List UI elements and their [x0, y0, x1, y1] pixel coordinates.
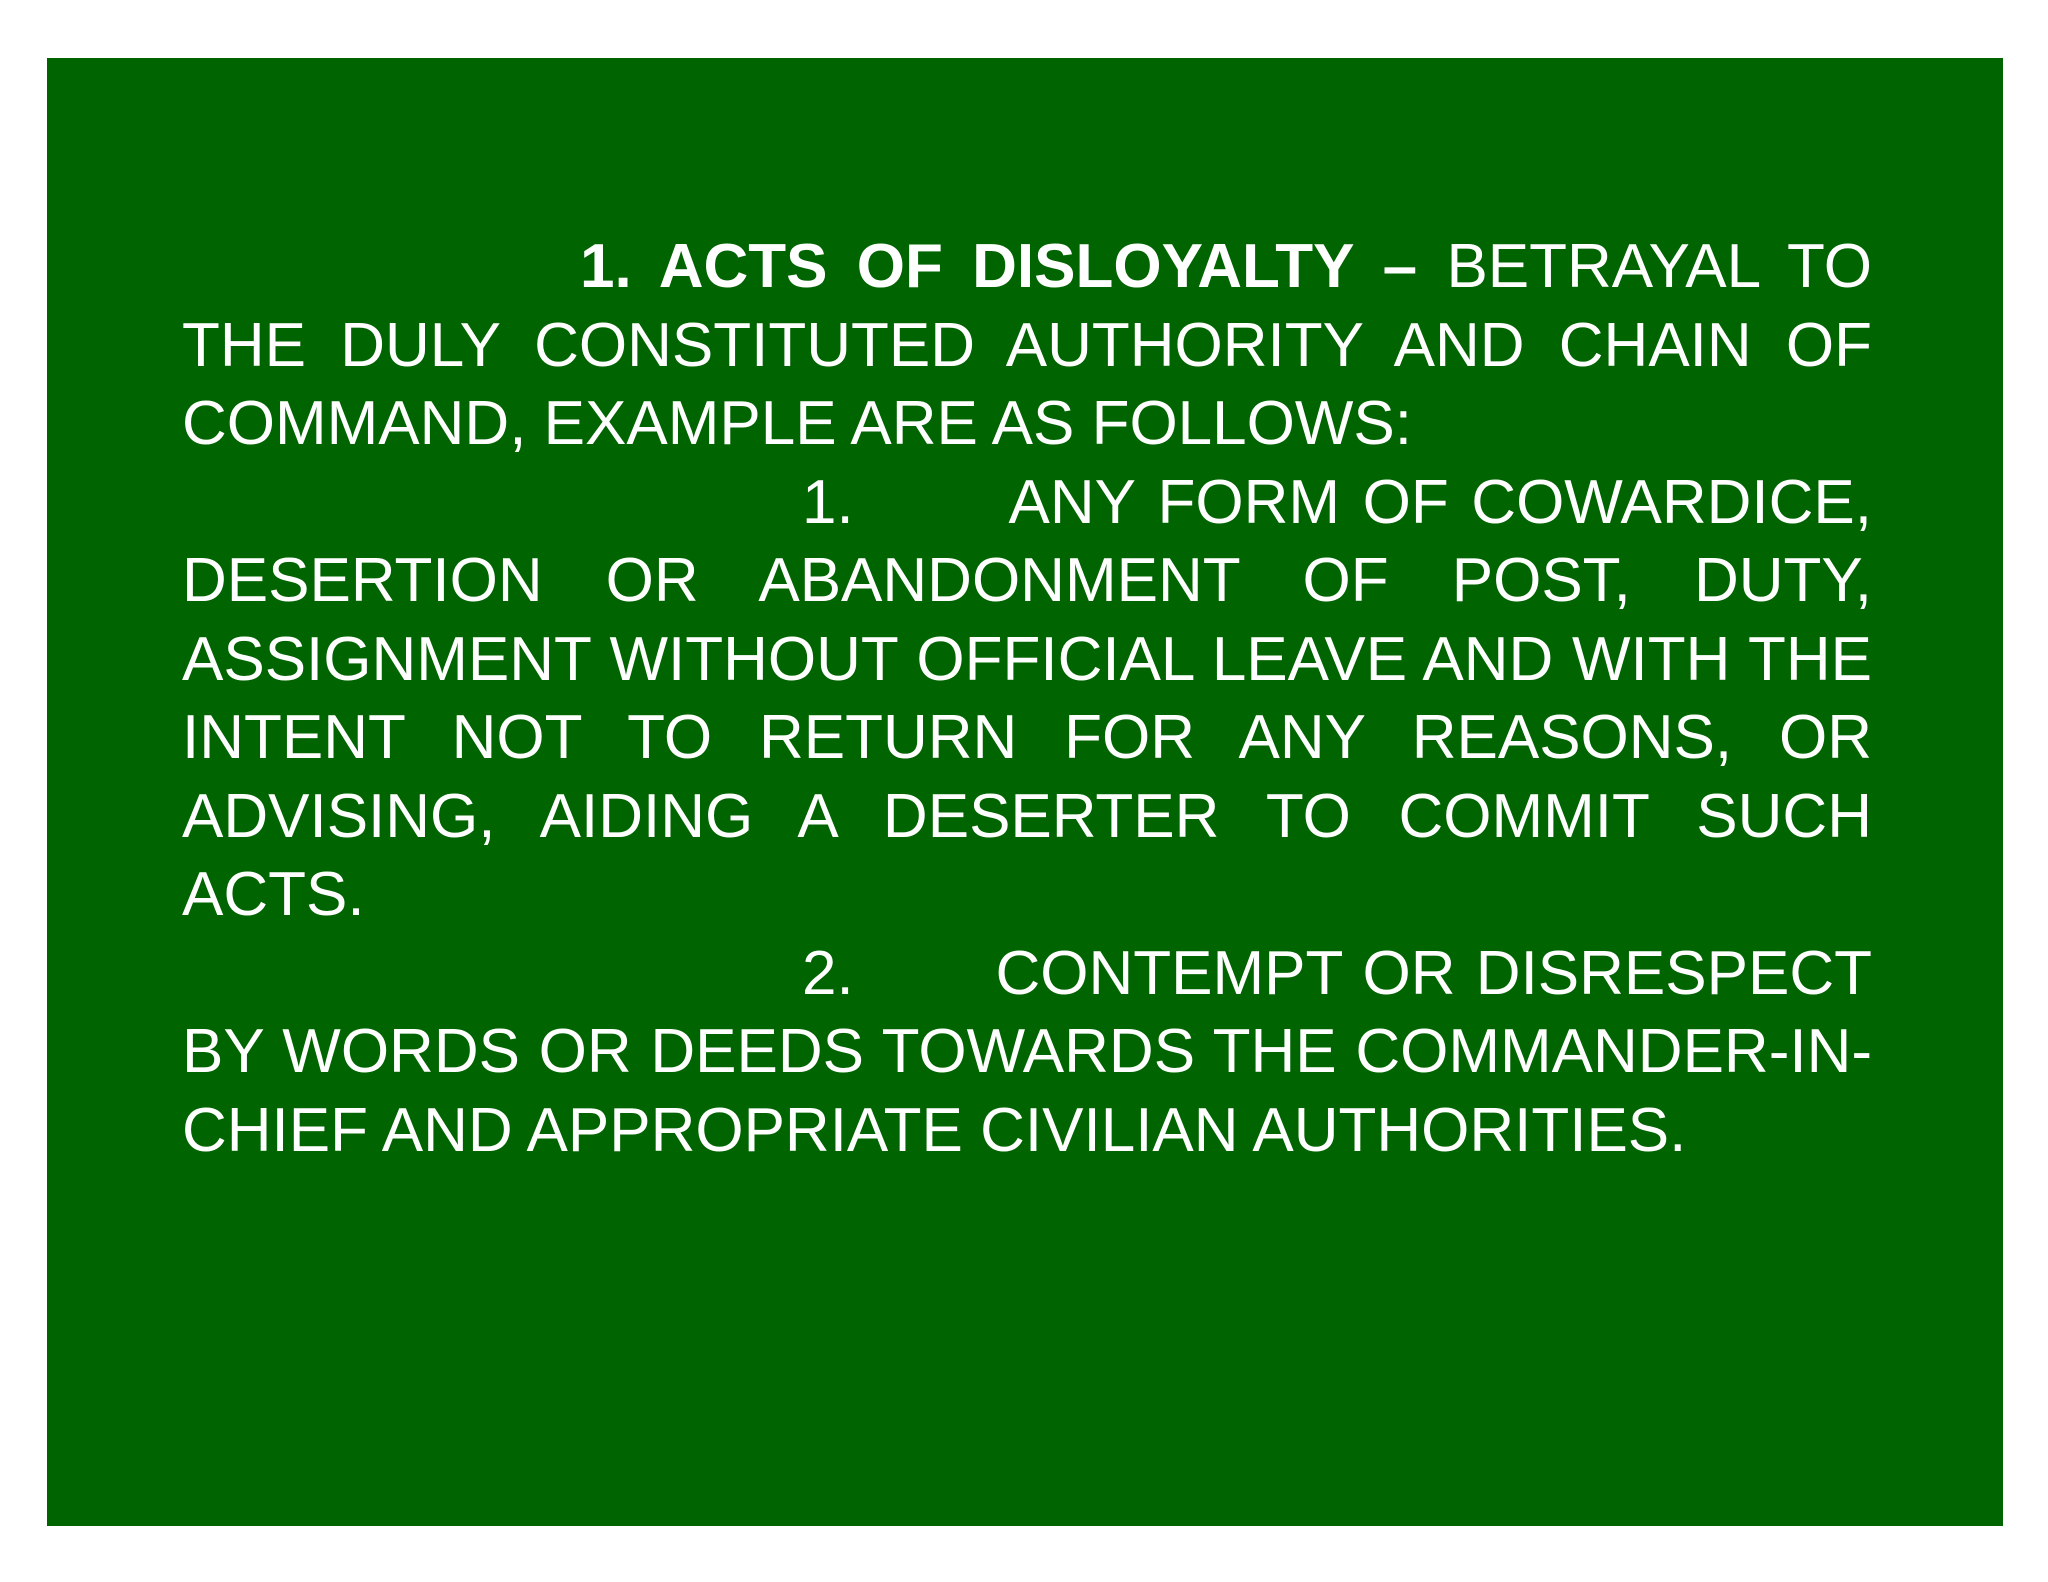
slide-body-text	[182, 228, 1872, 1170]
list-item-2-number: 2.	[802, 938, 854, 1008]
heading-description: BETRAYAL TO THE DULY CONSTITUTED AUTHORITY AND CHAIN OF COMMAND, EXAMPLE ARE AS FOLLOWS:	[182, 232, 1872, 458]
heading-paragraph	[182, 228, 1872, 464]
list-item-1	[182, 464, 1872, 935]
heading-title: 1. ACTS OF DISLOYALTY –	[580, 232, 1418, 301]
list-item-2-text: CONTEMPT OR DISRESPECT BY WORDS OR DEEDS TOWARDS THE COMMANDER-IN-CHIEF AND APPROPRIATE CIVILIAN AUTHORITIES.	[182, 938, 1872, 1165]
list-item-2	[182, 935, 1872, 1171]
slide-background	[47, 58, 2003, 1526]
list-item-1-text: ANY FORM OF COWARDICE, DESERTION OR ABANDONMENT OF POST, DUTY, ASSIGNMENT WITHOUT OFFICIAL LEAVE AND WITH THE INTENT NOT TO RETURN FOR ANY REASONS, OR ADVISING, AIDING A DESERTER TO COMMIT SUCH ACTS.	[182, 467, 1872, 929]
list-item-1-number: 1.	[802, 467, 854, 537]
